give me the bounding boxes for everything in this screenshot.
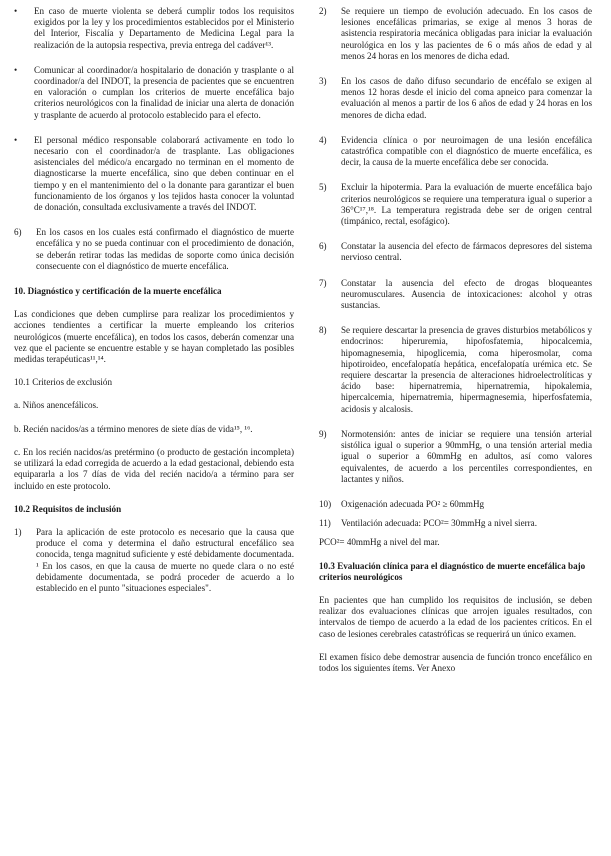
bullet-text: El personal médico responsable colaborará activamente en todo lo necesario con el coordinador/a de trasplante. Las obligaciones asistenciales del médico/a encargado no terminan en el momento de diagnosticarse la muerte encefálica, sino que deben continuar en el tiempo y en el mantenimiento del o la donante para garantizar el buen funcionamiento de los órganos y los tejidos hasta conocer la voluntad de donación, consultada exclusivamente a través del INDOT. (34, 134, 294, 213)
item-text: Constatar la ausencia del efecto de drogas bloqueantes neuromusculares. Ausencia de intoxicaciones: alcohol y otras sustancias. (341, 277, 592, 311)
item-text: Constatar la ausencia del efecto de fármacos depresores del sistema nervioso central. (341, 241, 592, 263)
bullet-item (14, 135, 294, 213)
item-number: 1) (14, 526, 22, 537)
numbered-item (319, 182, 592, 227)
subsection-title: 10.1 Criterios de exclusión (14, 377, 112, 388)
item-number: 10) (319, 498, 332, 509)
item-number: 7) (319, 277, 327, 288)
section-paragraph: En pacientes que han cumplido los requisitos de inclusión, se deben realizar dos evaluaciones clínicas que arrojen iguales resultados, con intervalos de tiempo de acuerdo a la edad de los pacientes críticos. En el caso de lesiones cerebrales catastróficas se requerirá un único examen. (319, 594, 592, 639)
subsection-title: 10.3 Evaluación clínica para el diagnóstico de muerte encefálica bajo criterios neurológicos (319, 560, 586, 582)
numbered-item (319, 518, 592, 529)
item-number: 4) (319, 134, 327, 145)
item-number: 3) (319, 76, 327, 87)
bullet-text: En caso de muerte violenta se deberá cumplir todos los requisitos exigidos por la ley y los procedimientos establecidos por el Ministerio del Interior, Fiscalía y Departamento de Medicina Legal para la realización de la autopsia respectiva, previa entrega del cadáver¹³. (34, 6, 294, 50)
item-number: 2) (319, 6, 327, 16)
left-column (14, 6, 294, 608)
section-title: 10. Diagnóstico y certificación de la muerte encefálica (14, 286, 222, 297)
exclusion-b: b. Recién nacidos/as a término menores de siete días de vida¹⁵, ¹⁶. (14, 423, 253, 434)
bullet-icon: • (14, 64, 18, 75)
item-text: Se requiere un tiempo de evolución adecuado. En los casos de lesiones encefálicas primarias, se exige al menos 3 horas de asistencia respiratoria mecánica obligadas para iniciar la evaluación neurológica en los y las pacientes de 6 o más años de edad y al menos 24 horas en los menores de dicha edad. (341, 6, 592, 61)
numbered-item (319, 325, 592, 415)
item-text: En los casos de daño difuso secundario de encéfalo se exigen al menos 12 horas desde el inicio del coma apneico para comenzar la evaluación al menos a partir de los 6 años de edad y 24 horas en los menores de dicha edad. (341, 76, 592, 120)
numbered-item (319, 241, 592, 263)
numbered-item (319, 278, 592, 312)
numbered-item (319, 76, 592, 121)
item-text: Se requiere descartar la presencia de graves disturbios metabólicos y endocrinos: hiperuremia, hipofosfatemia, hipocalcemia, hipomagnesemia, hipoglicemia, coma hiperosmolar, coma hipotiroideo, encefalopatía hepática, encefalopatía urémica etc. Se requiere descartar la presencia de alteraciones hidroelectrolíticas y ácido base: hipernatremia, hipernatremia, hipokalemia, hipercalcemia, hipernatremia, hipermagnesemia, hiperfosfatemia, acidosis y alcalosis. (341, 325, 592, 414)
item-text: Excluir la hipotermia. Para la evaluación de muerte encefálica bajo criterios neurológicos se requiere una temperatura igual o superior a 36°C¹⁷,¹⁸. La temperatura registrada debe ser de origen central (timpánico, rectal, esofágico). (341, 182, 592, 227)
bullet-icon: • (14, 134, 18, 145)
bullet-icon: • (14, 6, 18, 16)
bullet-item (14, 6, 294, 51)
bullet-text: Comunicar al coordinador/a hospitalario de donación y trasplante o al coordinador/a del INDOT, la presencia de pacientes que se encuentren en valoración o cumplan los criterios de muerte encefálica bajo criterios neurológicos con la finalidad de iniciar una alerta de donación y trasplante de acuerdo al protocolo establecido para el efecto. (34, 64, 294, 120)
right-column (319, 6, 592, 686)
numbered-item (319, 429, 592, 485)
item-number: 6) (14, 227, 22, 238)
item-number: 8) (319, 325, 327, 336)
item-text: En los casos en los cuales está confirmado el diagnóstico de muerte encefálica y no se pueda continuar con el procedimiento de donación, se deberán retirar todas las medidas de soporte como única decisión consecuente con el diagnóstico de muerte encefálica. (36, 227, 294, 271)
numbered-item (319, 499, 592, 510)
bullet-item (14, 65, 294, 121)
pco-line: PCO²= 40mmHg a nivel del mar. (319, 537, 440, 548)
subsection-title: 10.2 Requisitos de inclusión (14, 503, 122, 514)
item-text: Para la aplicación de este protocolo es necesario que la causa que produce el coma y determina el daño estructural encefálico sea conocida, tenga magnitud suficiente y esté debidamente documentada. ¹ En los casos, en que la causa de muerte no quede clara o no esté debidamente documentada, se podrá proceder de acuerdo a lo establecido en el punto "situaciones especiales". (36, 526, 294, 593)
item-number: 11) (319, 518, 331, 529)
exclusion-c: c. En los recién nacidos/as pretérmino (o producto de gestación incompleta) se utilizará la edad corregida de acuerdo a la edad gestacional, debiendo esta equipararla a los 7 días de vida del recién nacido/a a término para ser incluido en este protocolo. (14, 446, 294, 491)
numbered-item (319, 135, 592, 169)
item-number: 6) (319, 241, 327, 252)
item-number: 5) (319, 182, 327, 193)
exclusion-a: a. Niños anencefálicos. (14, 400, 99, 411)
numbered-item (14, 227, 294, 272)
item-text: Evidencia clínica o por neuroimagen de una lesión encefálica catastrófica compatible con el diagnóstico de muerte encefálica, es decir, la causa de la muerte encefálica debe ser conocida. (341, 134, 592, 168)
section-paragraph: El examen físico debe demostrar ausencia de función tronco encefálico en todos los siguientes ítems. Ver Anexo (319, 651, 592, 673)
numbered-item (14, 527, 294, 594)
item-text: Normotensión: antes de iniciar se requiere una tensión arterial sistólica igual o superior a 90mmHg, o una tensión arterial media igual o superior a 60mmHg en adultos, así como valores equivalentes, de acuerdo a los percentiles correspondientes, en lactantes y niños. (341, 428, 592, 484)
section-paragraph: Las condiciones que deben cumplirse para realizar los procedimientos y acciones tendientes a certificar la muerte empleando los criterios neurológicos (muerte encefálica), en todos los casos, deberán comenzar una vez que el paciente se encuentre estable y se hayan completado las posibles medidas terapéuticas¹¹,¹⁴. (14, 309, 294, 365)
item-number: 9) (319, 428, 327, 439)
item-text: Ventilación adecuada: PCO²= 30mmHg a nivel sierra. (341, 518, 537, 529)
numbered-item (319, 6, 592, 62)
item-text: Oxigenación adecuada PO² ≥ 60mmHg (341, 498, 485, 509)
